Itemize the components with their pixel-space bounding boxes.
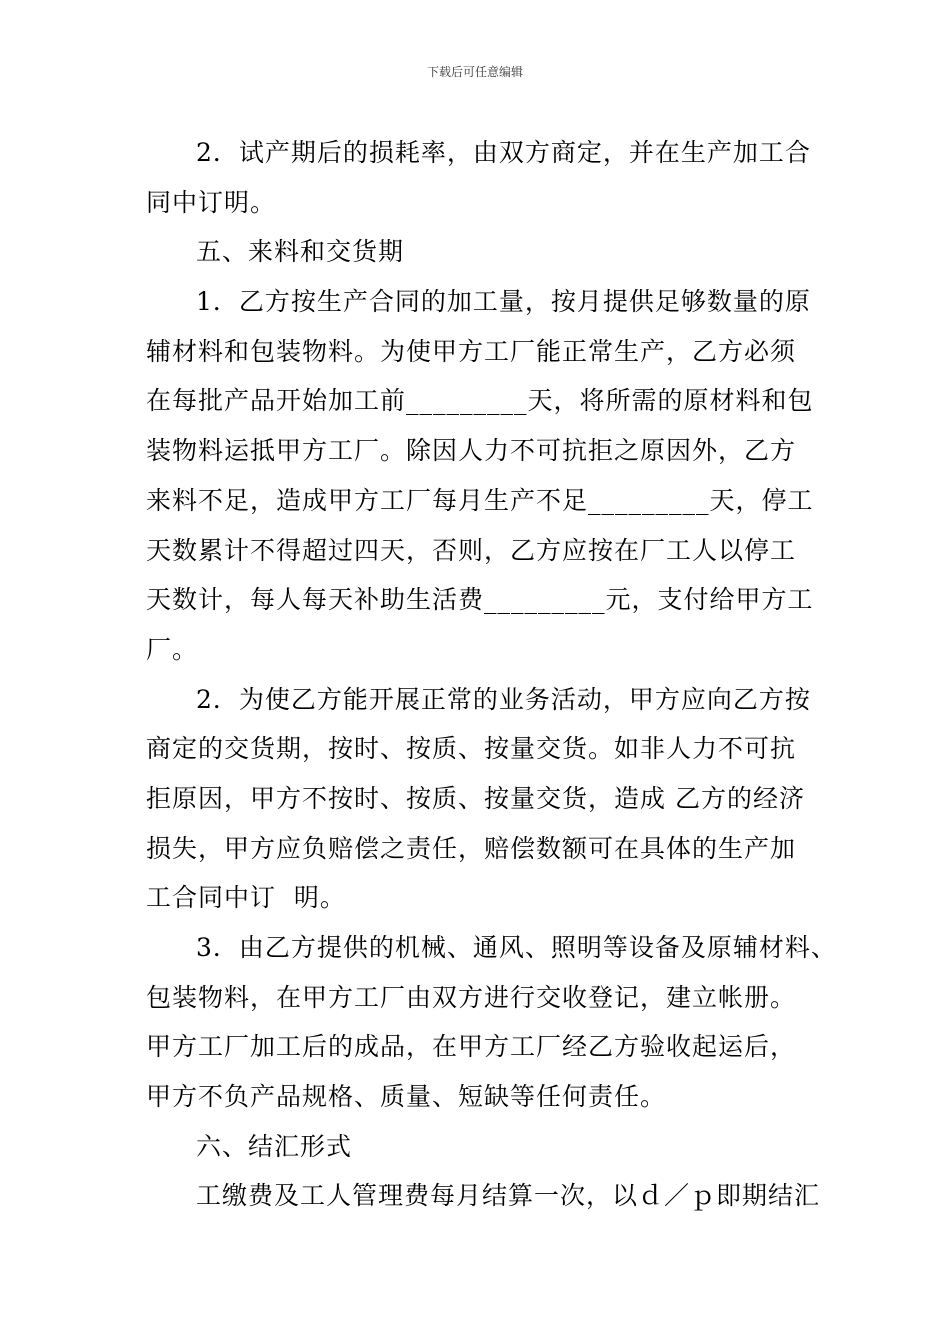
text-line: 辅材料和包装物料。为使甲方工厂能正常生产，乙方必须 <box>146 336 797 366</box>
document-body <box>146 128 846 1221</box>
text-line: 在每批产品开始加工前_________天，将所需的原材料和包 <box>146 386 814 416</box>
text-line: 3．由乙方提供的机械、通风、照明等设备及原辅材料、 <box>196 933 837 962</box>
section-heading: 六、结汇形式 <box>196 1131 353 1161</box>
text-line: 2．试产期后的损耗率，由双方商定，并在生产加工合 <box>196 138 811 167</box>
text-line: 商定的交货期，按时、按质、按量交货。如非人力不可抗 <box>146 734 797 764</box>
text-line: 天数计，每人每天补助生活费_________元，支付给甲方工 <box>146 585 814 615</box>
text-line: 拒原因，甲方不按时、按质、按量交货，造成 乙方的经济 <box>146 783 805 813</box>
text-line: 工缴费及工人管理费每月结算一次，以ｄ／ｐ即期结汇 <box>196 1181 821 1211</box>
text-line: 甲方不负产品规格、质量、短缺等任何责任。 <box>146 1082 667 1112</box>
text-line: 工合同中订 明。 <box>146 883 346 913</box>
page-header: 下载后可任意编辑 <box>426 65 523 79</box>
section-heading: 五、来料和交货期 <box>196 237 405 267</box>
text-line: 装物料运抵甲方工厂。除因人力不可抗拒之原因外，乙方 <box>146 436 797 466</box>
text-line: 天数累计不得超过四天，否则，乙方应按在厂工人以停工 <box>146 535 797 565</box>
text-line: 1．乙方按生产合同的加工量，按月提供足够数量的原 <box>196 287 811 317</box>
text-line: 甲方工厂加工后的成品，在甲方工厂经乙方验收起运后， <box>146 1032 797 1062</box>
text-line: 包装物料，在甲方工厂由双方进行交收登记，建立帐册。 <box>146 982 797 1012</box>
text-line: 2．为使乙方能开展正常的业务活动，甲方应向乙方按 <box>196 684 811 714</box>
text-line: 同中订明。 <box>146 187 277 217</box>
text-line: 来料不足，造成甲方工厂每月生产不足_________天，停工 <box>146 485 814 515</box>
text-line: 损失，甲方应负赔偿之责任，赔偿数额可在具体的生产加 <box>146 833 797 863</box>
text-line: 厂。 <box>146 634 199 664</box>
